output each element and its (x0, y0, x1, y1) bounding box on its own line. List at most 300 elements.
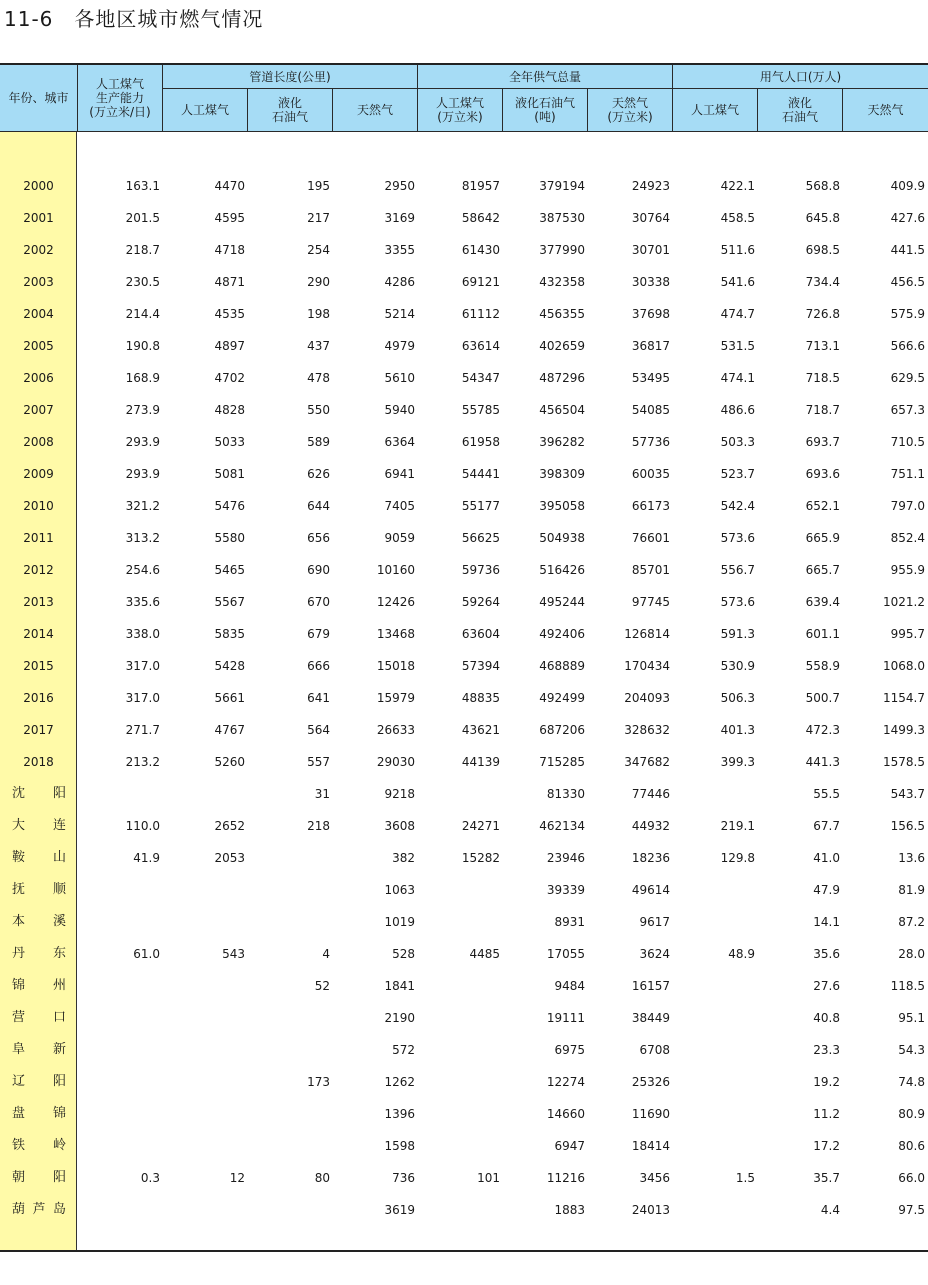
row-label: 2003 (23, 275, 54, 289)
row-label (12, 900, 66, 932)
cell-pipe-lpg: 644 (307, 499, 330, 513)
cell-supply-ng: 54085 (631, 403, 670, 417)
cell-pipe-coal: 4595 (214, 211, 245, 225)
row-label: 2005 (23, 339, 54, 353)
cell-pop-coal: 474.1 (720, 371, 755, 385)
cell-pipe-ng: 10160 (376, 563, 415, 577)
cell-supply-ng: 9617 (639, 915, 670, 929)
cell-capacity: 254.6 (125, 563, 160, 577)
cell-pipe-coal: 4535 (214, 307, 245, 321)
cell-supply-coal: 43621 (461, 723, 500, 737)
row-label-char: 芦 (32, 1202, 46, 1217)
cell-pop-lpg: 734.4 (805, 275, 840, 289)
cell-pop-coal: 531.5 (720, 339, 755, 353)
cell-pop-coal (673, 1124, 755, 1156)
cell-pop-ng: 97.5 (898, 1203, 925, 1217)
row-label (12, 1092, 66, 1124)
cell-capacity: 201.5 (125, 211, 160, 225)
cell-supply-coal (418, 1188, 500, 1220)
cell-capacity: 338.0 (125, 627, 160, 641)
cell-pipe-ng: 26633 (376, 723, 415, 737)
cell-pop-lpg: 726.8 (805, 307, 840, 321)
cell-pop-ng: 80.6 (898, 1139, 925, 1153)
row-label-char: 州 (52, 978, 66, 993)
cell-pipe-lpg: 80 (314, 1171, 330, 1185)
cell-pipe-ng: 5214 (384, 307, 415, 321)
cell-supply-ng: 30701 (631, 243, 670, 257)
cell-pipe-ng: 12426 (376, 595, 415, 609)
row-label (12, 1188, 66, 1220)
row-label-char: 阳 (52, 1074, 66, 1089)
cell-pop-ng: 427.6 (890, 211, 925, 225)
row-label-char: 口 (52, 1010, 66, 1025)
cell-supply-coal (418, 1124, 500, 1156)
cell-supply-coal (418, 900, 500, 932)
cell-pop-ng: 441.5 (890, 243, 925, 257)
cell-pop-lpg: 23.3 (813, 1043, 840, 1057)
cell-pipe-ng: 2190 (384, 1011, 415, 1025)
cell-supply-lpg: 379194 (539, 179, 585, 193)
table-row (0, 356, 928, 388)
cell-supply-lpg: 456355 (539, 307, 585, 321)
cell-pop-coal (673, 1028, 755, 1060)
cell-supply-ng: 328632 (624, 723, 670, 737)
cell-pipe-lpg: 437 (307, 339, 330, 353)
cell-pop-ng: 1068.0 (883, 659, 925, 673)
cell-supply-coal: 58642 (461, 211, 500, 225)
cell-pipe-coal: 2053 (214, 851, 245, 865)
cell-pipe-ng: 736 (392, 1171, 415, 1185)
cell-pop-ng: 1499.3 (883, 723, 925, 737)
row-label-char: 溪 (52, 914, 66, 929)
cell-supply-lpg: 1883 (554, 1203, 585, 1217)
cell-pop-lpg: 55.5 (813, 787, 840, 801)
cell-pop-ng: 995.7 (890, 627, 925, 641)
cell-pipe-lpg (248, 900, 330, 932)
cell-pop-lpg: 665.7 (805, 563, 840, 577)
row-label (12, 1060, 66, 1092)
cell-supply-coal: 61958 (461, 435, 500, 449)
cell-pop-ng: 74.8 (898, 1075, 925, 1089)
cell-supply-ng: 347682 (624, 755, 670, 769)
row-label: 2018 (23, 755, 54, 769)
row-label-char: 大 (12, 818, 26, 833)
cell-supply-coal: 24271 (461, 819, 500, 833)
cell-supply-coal: 44139 (461, 755, 500, 769)
cell-pop-coal (673, 900, 755, 932)
table-row (0, 964, 928, 996)
cell-pipe-ng: 528 (392, 947, 415, 961)
cell-pipe-coal (163, 772, 245, 804)
cell-pop-coal: 506.3 (720, 691, 755, 705)
table-header (0, 65, 928, 132)
cell-pop-ng: 87.2 (898, 915, 925, 929)
cell-supply-ng: 37698 (631, 307, 670, 321)
cell-pop-ng: 80.9 (898, 1107, 925, 1121)
cell-pop-coal (673, 1092, 755, 1124)
cell-pop-lpg: 665.9 (805, 531, 840, 545)
cell-pop-coal: 474.7 (720, 307, 755, 321)
cell-supply-lpg: 11216 (546, 1171, 585, 1185)
table-row (0, 644, 928, 676)
cell-pop-ng: 955.9 (890, 563, 925, 577)
cell-pop-ng: 1578.5 (883, 755, 925, 769)
cell-pipe-ng: 9059 (384, 531, 415, 545)
cell-pop-ng: 54.3 (898, 1043, 925, 1057)
cell-pop-ng: 751.1 (890, 467, 925, 481)
cell-capacity: 313.2 (125, 531, 160, 545)
row-label-char: 葫 (12, 1202, 26, 1217)
table-row (0, 388, 928, 420)
cell-capacity: 317.0 (125, 691, 160, 705)
cell-capacity: 293.9 (125, 435, 160, 449)
cell-pipe-ng: 7405 (384, 499, 415, 513)
cell-supply-coal (418, 1060, 500, 1092)
row-label-char: 抚 (12, 882, 26, 897)
table-row (0, 868, 928, 900)
row-label: 2011 (23, 531, 54, 545)
table-row (0, 676, 928, 708)
table-row (0, 932, 928, 964)
row-label: 2002 (23, 243, 54, 257)
cell-pop-lpg: 500.7 (805, 691, 840, 705)
row-label (12, 804, 66, 836)
cell-supply-ng: 204093 (624, 691, 670, 705)
cell-supply-ng: 57736 (631, 435, 670, 449)
cell-pop-ng: 409.9 (890, 179, 925, 193)
cell-supply-coal: 57394 (461, 659, 500, 673)
cell-supply-ng: 16157 (631, 979, 670, 993)
table-row (0, 996, 928, 1028)
row-label-char: 阳 (52, 1170, 66, 1185)
row-label-char: 锦 (12, 978, 26, 993)
cell-pipe-ng: 4979 (384, 339, 415, 353)
cell-pipe-ng: 9218 (384, 787, 415, 801)
cell-supply-coal: 59264 (461, 595, 500, 609)
cell-pop-ng: 566.6 (890, 339, 925, 353)
row-label: 2017 (23, 723, 54, 737)
row-label (12, 932, 66, 964)
cell-pop-coal: 422.1 (720, 179, 755, 193)
cell-pipe-coal: 4897 (214, 339, 245, 353)
header-group-gas-population: 用气人口(万人) (673, 65, 928, 89)
header-supply-coal-gas: 人工煤气 (万立米) (418, 89, 503, 132)
row-label: 2006 (23, 371, 54, 385)
cell-pipe-coal: 5033 (214, 435, 245, 449)
cell-pipe-ng: 382 (392, 851, 415, 865)
cell-pipe-ng: 572 (392, 1043, 415, 1057)
cell-supply-coal: 81957 (461, 179, 500, 193)
cell-pipe-lpg: 641 (307, 691, 330, 705)
cell-capacity (78, 964, 160, 996)
cell-supply-ng: 170434 (624, 659, 670, 673)
cell-supply-coal: 54441 (461, 467, 500, 481)
cell-supply-lpg: 487296 (539, 371, 585, 385)
cell-pipe-lpg: 195 (307, 179, 330, 193)
cell-pipe-lpg (248, 1124, 330, 1156)
header-pop-coal-gas: 人工煤气 (673, 89, 758, 132)
cell-pop-ng: 797.0 (890, 499, 925, 513)
cell-pop-lpg: 35.7 (813, 1171, 840, 1185)
table-row (0, 1188, 928, 1220)
cell-pop-coal: 542.4 (720, 499, 755, 513)
cell-pop-ng: 710.5 (890, 435, 925, 449)
cell-supply-ng: 18236 (631, 851, 670, 865)
header-pipe-lpg: 液化 石油气 (248, 89, 333, 132)
cell-supply-ng: 126814 (624, 627, 670, 641)
cell-pipe-coal: 5081 (214, 467, 245, 481)
cell-capacity: 0.3 (140, 1171, 160, 1185)
cell-pipe-lpg: 4 (322, 947, 330, 961)
cell-supply-ng: 36817 (631, 339, 670, 353)
cell-pipe-ng: 13468 (376, 627, 415, 641)
cell-pop-ng: 852.4 (890, 531, 925, 545)
cell-supply-ng: 11690 (631, 1107, 670, 1121)
header-year-city: 年份、城市 (0, 65, 78, 132)
header-pop-natural-gas: 天然气 (843, 89, 928, 132)
cell-supply-lpg: 516426 (539, 563, 585, 577)
table-row (0, 900, 928, 932)
cell-pipe-coal: 4470 (214, 179, 245, 193)
table-row (0, 1124, 928, 1156)
cell-capacity (78, 900, 160, 932)
cell-supply-ng: 30338 (631, 275, 670, 289)
row-label: 2007 (23, 403, 54, 417)
cell-pipe-coal: 5428 (214, 659, 245, 673)
cell-pipe-lpg: 550 (307, 403, 330, 417)
cell-supply-lpg: 9484 (554, 979, 585, 993)
cell-supply-ng: 49614 (631, 883, 670, 897)
cell-supply-coal: 4485 (469, 947, 500, 961)
cell-pop-coal: 486.6 (720, 403, 755, 417)
header-supply-lpg: 液化石油气 (吨) (503, 89, 588, 132)
row-label-char: 顺 (52, 882, 66, 897)
cell-supply-coal: 54347 (461, 371, 500, 385)
cell-pipe-lpg: 254 (307, 243, 330, 257)
row-label-char: 阜 (12, 1042, 26, 1057)
cell-pop-coal: 530.9 (720, 659, 755, 673)
cell-pipe-ng: 4286 (384, 275, 415, 289)
cell-supply-ng: 18414 (631, 1139, 670, 1153)
cell-pop-lpg: 472.3 (805, 723, 840, 737)
cell-supply-ng: 25326 (631, 1075, 670, 1089)
cell-capacity: 293.9 (125, 467, 160, 481)
cell-supply-lpg: 39339 (546, 883, 585, 897)
cell-pop-coal: 541.6 (720, 275, 755, 289)
row-label: 2000 (23, 179, 54, 193)
cell-supply-lpg: 432358 (539, 275, 585, 289)
cell-supply-coal: 69121 (461, 275, 500, 289)
cell-supply-coal: 61112 (461, 307, 500, 321)
cell-pipe-lpg (248, 996, 330, 1028)
cell-pop-lpg: 639.4 (805, 595, 840, 609)
cell-supply-lpg: 17055 (546, 947, 585, 961)
cell-capacity (78, 772, 160, 804)
header-pop-lpg: 液化 石油气 (758, 89, 843, 132)
cell-pipe-lpg: 557 (307, 755, 330, 769)
row-label-char: 山 (52, 850, 66, 865)
cell-pop-ng: 13.6 (898, 851, 925, 865)
cell-pipe-coal: 5260 (214, 755, 245, 769)
cell-supply-coal (418, 772, 500, 804)
cell-pipe-ng: 6364 (384, 435, 415, 449)
cell-capacity: 190.8 (125, 339, 160, 353)
cell-pipe-coal: 5567 (214, 595, 245, 609)
cell-capacity: 163.1 (125, 179, 160, 193)
row-label (12, 1028, 66, 1060)
row-label-char: 盘 (12, 1106, 26, 1121)
row-label (12, 1156, 66, 1188)
table-row (0, 1060, 928, 1092)
cell-supply-lpg: 387530 (539, 211, 585, 225)
cell-pipe-ng: 15979 (376, 691, 415, 705)
cell-supply-ng: 6708 (639, 1043, 670, 1057)
row-label (12, 836, 66, 868)
cell-supply-coal (418, 868, 500, 900)
cell-capacity (78, 1028, 160, 1060)
row-label-char: 辽 (12, 1074, 26, 1089)
cell-pop-lpg: 693.7 (805, 435, 840, 449)
cell-supply-lpg: 492499 (539, 691, 585, 705)
row-label-char: 新 (52, 1042, 66, 1057)
table-row (0, 740, 928, 772)
table-row (0, 292, 928, 324)
cell-supply-ng: 3624 (639, 947, 670, 961)
cell-pipe-lpg: 679 (307, 627, 330, 641)
cell-supply-lpg: 504938 (539, 531, 585, 545)
cell-pipe-coal: 4702 (214, 371, 245, 385)
cell-pop-coal: 511.6 (720, 243, 755, 257)
row-label-char: 沈 (12, 786, 26, 801)
cell-pipe-ng: 5610 (384, 371, 415, 385)
cell-pipe-ng: 1019 (384, 915, 415, 929)
table-row (0, 1028, 928, 1060)
cell-capacity: 168.9 (125, 371, 160, 385)
cell-pipe-lpg (248, 868, 330, 900)
cell-pipe-ng: 29030 (376, 755, 415, 769)
cell-supply-ng: 97745 (631, 595, 670, 609)
cell-pipe-lpg: 52 (314, 979, 330, 993)
table-row (0, 548, 928, 580)
cell-capacity (78, 996, 160, 1028)
cell-capacity: 61.0 (133, 947, 160, 961)
cell-pop-lpg: 652.1 (805, 499, 840, 513)
row-label: 2009 (23, 467, 54, 481)
cell-pop-lpg: 11.2 (813, 1107, 840, 1121)
cell-supply-ng: 30764 (631, 211, 670, 225)
header-pipe-natural-gas: 天然气 (333, 89, 418, 132)
row-label-char: 丹 (12, 946, 26, 961)
cell-pop-lpg: 601.1 (805, 627, 840, 641)
page-title: 11-6 各地区城市燃气情况 (4, 7, 264, 31)
cell-pop-coal (673, 772, 755, 804)
table-row (0, 324, 928, 356)
cell-pop-coal: 219.1 (720, 819, 755, 833)
cell-supply-lpg: 456504 (539, 403, 585, 417)
row-label: 2015 (23, 659, 54, 673)
row-label (12, 964, 66, 996)
cell-supply-coal: 59736 (461, 563, 500, 577)
cell-pipe-lpg: 31 (314, 787, 330, 801)
cell-pipe-ng: 1598 (384, 1139, 415, 1153)
cell-supply-lpg: 19111 (546, 1011, 585, 1025)
cell-pipe-ng: 3355 (384, 243, 415, 257)
cell-supply-lpg: 462134 (539, 819, 585, 833)
cell-pipe-coal: 4767 (214, 723, 245, 737)
row-label-char: 连 (52, 818, 66, 833)
cell-pop-lpg: 41.0 (813, 851, 840, 865)
table-row (0, 516, 928, 548)
cell-pipe-coal (163, 1188, 245, 1220)
cell-pipe-coal (163, 868, 245, 900)
cell-supply-coal: 56625 (461, 531, 500, 545)
cell-pipe-coal: 543 (222, 947, 245, 961)
cell-pipe-ng: 15018 (376, 659, 415, 673)
cell-supply-lpg: 396282 (539, 435, 585, 449)
cell-pop-coal: 573.6 (720, 531, 755, 545)
cell-pipe-coal (163, 900, 245, 932)
cell-supply-lpg: 12274 (546, 1075, 585, 1089)
cell-pipe-coal: 5580 (214, 531, 245, 545)
cell-supply-lpg: 395058 (539, 499, 585, 513)
cell-pipe-lpg: 656 (307, 531, 330, 545)
cell-pipe-ng: 1063 (384, 883, 415, 897)
cell-capacity (78, 1060, 160, 1092)
cell-pipe-lpg: 218 (307, 819, 330, 833)
header-capacity: 人工煤气 生产能力 (万立米/日) (78, 65, 163, 132)
cell-pop-coal (673, 964, 755, 996)
cell-pipe-lpg: 589 (307, 435, 330, 449)
cell-supply-lpg: 14660 (546, 1107, 585, 1121)
cell-pipe-coal: 5661 (214, 691, 245, 705)
cell-pipe-ng: 1841 (384, 979, 415, 993)
cell-pipe-lpg: 290 (307, 275, 330, 289)
cell-supply-coal: 55177 (461, 499, 500, 513)
cell-capacity (78, 1188, 160, 1220)
cell-supply-ng: 66173 (631, 499, 670, 513)
cell-supply-coal: 61430 (461, 243, 500, 257)
row-label-char: 鞍 (12, 850, 26, 865)
cell-pop-lpg: 35.6 (813, 947, 840, 961)
cell-supply-coal (418, 964, 500, 996)
row-label (12, 1124, 66, 1156)
cell-pipe-lpg: 666 (307, 659, 330, 673)
cell-pop-lpg: 67.7 (813, 819, 840, 833)
cell-pop-coal: 1.5 (735, 1171, 755, 1185)
row-label: 2013 (23, 595, 54, 609)
table-row (0, 772, 928, 804)
table-row (0, 804, 928, 836)
row-label-char: 本 (12, 914, 26, 929)
cell-pop-lpg: 441.3 (805, 755, 840, 769)
cell-pipe-coal: 12 (229, 1171, 245, 1185)
table-row (0, 260, 928, 292)
table-row (0, 580, 928, 612)
cell-supply-lpg: 81330 (546, 787, 585, 801)
cell-supply-ng: 3456 (639, 1171, 670, 1185)
cell-pop-lpg: 27.6 (813, 979, 840, 993)
cell-pipe-coal: 5835 (214, 627, 245, 641)
cell-supply-ng: 53495 (631, 371, 670, 385)
cell-pipe-ng: 1396 (384, 1107, 415, 1121)
table-row (0, 612, 928, 644)
cell-pop-coal (673, 1188, 755, 1220)
cell-pipe-coal: 2652 (214, 819, 245, 833)
table-row (0, 484, 928, 516)
header-supply-natural-gas: 天然气 (万立米) (588, 89, 673, 132)
table-row (0, 452, 928, 484)
cell-pop-coal: 556.7 (720, 563, 755, 577)
